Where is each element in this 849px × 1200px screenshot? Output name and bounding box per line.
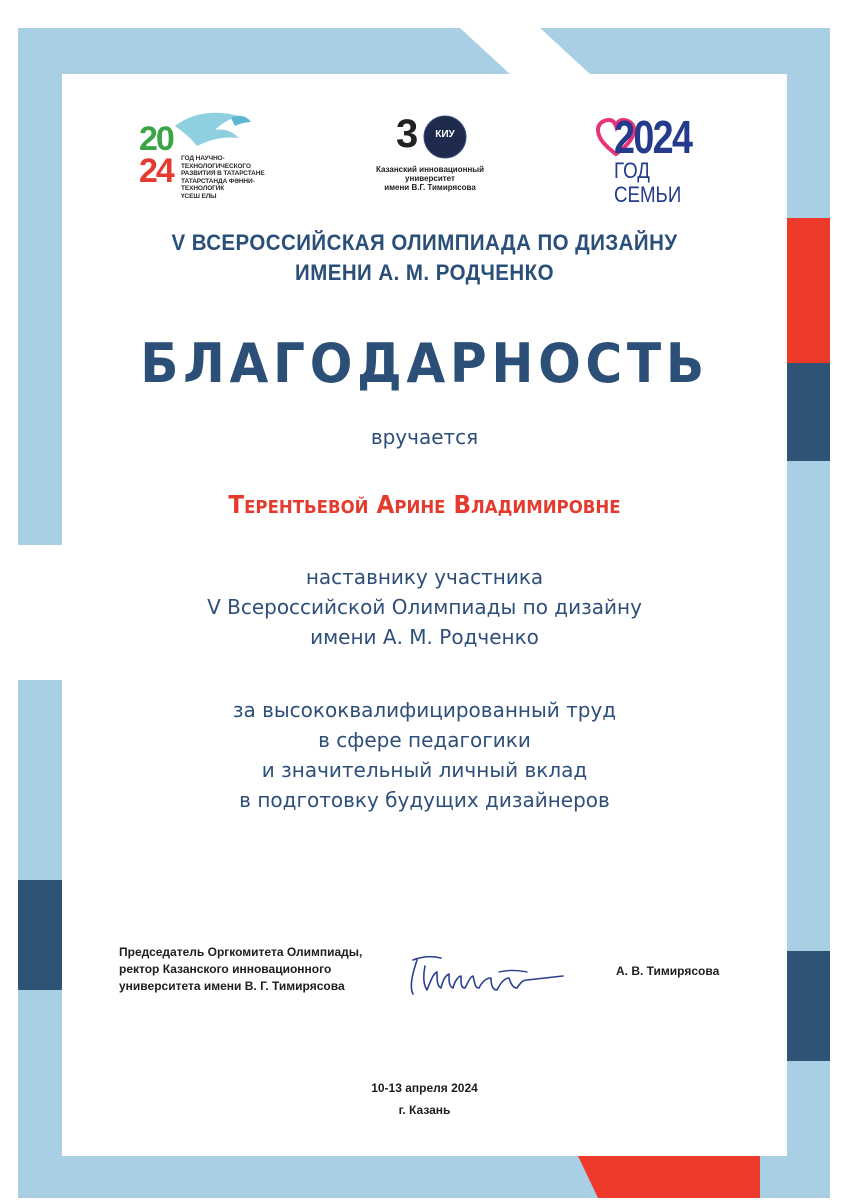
signatory-title-line: ректор Казанского инновационного <box>119 962 332 976</box>
merit-text-line: в сфере педагогики <box>318 728 531 752</box>
merit-text <box>100 695 749 815</box>
science-year-caption <box>181 155 291 200</box>
science-year-caption-line: ҮСЕШ ЕЛЫ <box>181 192 217 200</box>
science-year-caption-line: ТАТАРСТАНДА ФӘННИ-ТЕХНОЛОГИК <box>181 177 255 192</box>
olympiad-title <box>123 228 727 288</box>
document-title: БЛАГОДАРНОСТЬ <box>140 332 709 395</box>
university-abbr: КИУ <box>435 129 455 140</box>
event-city: г. Казань <box>398 1103 451 1117</box>
family-year-number: 2024 <box>614 111 692 163</box>
mentor-text-line: имени А. М. Родченко <box>310 625 539 649</box>
science-year-caption-line: РАЗВИТИЯ В ТАТАРСТАНЕ <box>181 170 265 177</box>
signatory-title-line: Председатель Оргкомитета Олимпиады, <box>119 945 363 959</box>
mentor-text <box>100 562 749 652</box>
university-mark: 3 <box>396 112 419 156</box>
merit-text-line: за высококвалифицированный труд <box>232 698 617 722</box>
university-caption-line: университет <box>405 174 455 183</box>
university-caption-line: Казанский инновационный <box>375 165 485 174</box>
science-year-number-top: 20 <box>139 120 173 158</box>
mentor-text-line: наставнику участника <box>305 565 544 589</box>
awarded-text: вручается <box>370 425 479 449</box>
signatory-name: А. В. Тимирясова <box>616 964 720 978</box>
university-caption-line: имени В.Г. Тимирясова <box>384 183 476 192</box>
olympiad-title-line: ИМЕНИ А. М. РОДЧЕНКО <box>295 260 554 285</box>
science-year-logo <box>135 108 285 200</box>
signatory-title-line: университета имени В. Г. Тимирясова <box>119 979 345 993</box>
handwritten-signature <box>403 946 583 1002</box>
mentor-text-line: V Всероссийской Олимпиады по дизайну <box>207 595 642 619</box>
recipient-name: Терентьевой Арине Владимировне <box>228 490 621 519</box>
university-caption <box>360 165 500 192</box>
family-year-caption: ГОД СЕМЬИ <box>614 158 682 207</box>
merit-text-line: и значительный личный вклад <box>261 758 588 782</box>
merit-text-line: в подготовку будущих дизайнеров <box>239 788 610 812</box>
family-year-logo <box>592 111 717 207</box>
university-logo <box>360 110 500 200</box>
event-dates: 10-13 апреля 2024 <box>371 1081 478 1095</box>
science-year-number-bottom: 24 <box>139 152 173 190</box>
science-year-caption-line: ГОД НАУЧНО-ТЕХНОЛОГИЧЕСКОГО <box>181 155 251 170</box>
signatory-title <box>119 944 409 995</box>
olympiad-title-line: V ВСЕРОССИЙСКАЯ ОЛИМПИАДА ПО ДИЗАЙНУ <box>171 230 678 255</box>
